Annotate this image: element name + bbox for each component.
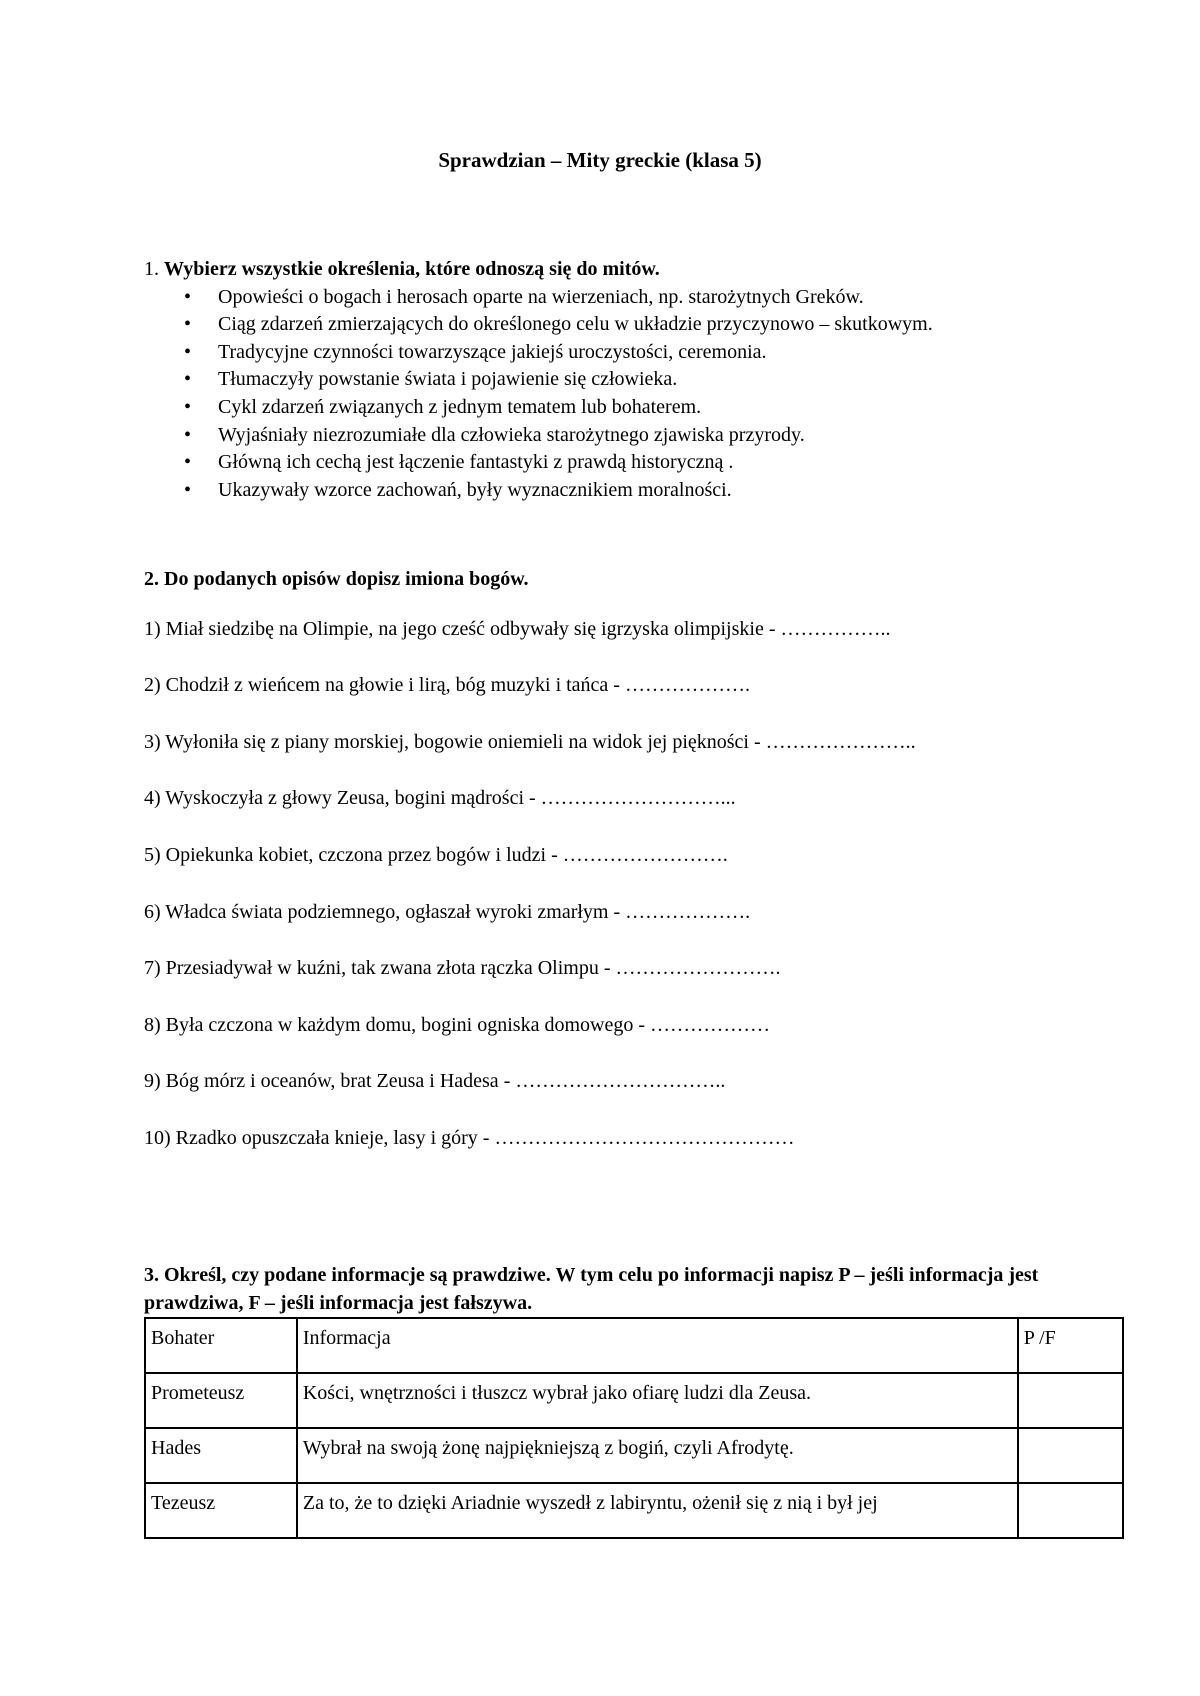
list-item: • Ukazywały wzorce zachowań, były wyznacznikiem moralności.: [144, 477, 1084, 505]
bullet-icon: •: [184, 478, 192, 501]
answer-cell[interactable]: [1018, 1428, 1123, 1483]
list-item: • Główną ich cechą jest łączenie fantastyki z prawdą historyczną .: [144, 449, 1084, 477]
bullet-icon: •: [184, 423, 192, 446]
question-1: [144, 256, 1084, 504]
question-3-heading: 3. Określ, czy podane informacje są prawdziwe. W tym celu po informacji napisz P – jeśli informacja jest prawdziwa, F – jeśli informacja jest fałszywa.: [144, 1264, 1039, 1314]
header-cell-info: Informacja: [297, 1318, 1018, 1373]
list-item: • Opowieści o bogach i herosach oparte na wierzeniach, np. starożytnych Greków.: [144, 284, 1084, 312]
god-description-2: 2) Chodził z wieńcem na głowie i lirą, bóg muzyki i tańca - ……………….: [144, 674, 750, 697]
question-2-heading: 2. Do podanych opisów dopisz imiona bogów.: [144, 568, 529, 590]
answer-cell[interactable]: [1018, 1373, 1123, 1428]
list-item: • Tradycyjne czynności towarzyszące jakiejś uroczystości, ceremonia.: [144, 339, 1084, 367]
info-cell: Wybrał na swoją żonę najpiękniejszą z bogiń, czyli Afrodytę.: [297, 1428, 1018, 1483]
table-row: [145, 1373, 1123, 1428]
list-item: • Tłumaczyły powstanie świata i pojawienie się człowieka.: [144, 366, 1084, 394]
page-title: Sprawdzian – Mity greckie (klasa 5): [438, 148, 762, 172]
list-item: • Cykl zdarzeń związanych z jednym tematem lub bohaterem.: [144, 394, 1084, 422]
info-cell: Za to, że to dzięki Ariadnie wyszedł z labiryntu, ożenił się z nią i był jej: [297, 1483, 1018, 1538]
bullet-icon: •: [184, 368, 192, 391]
question-3: [144, 1262, 1084, 1539]
god-description-4: 4) Wyskoczyła z głowy Zeusa, bogini mądrości - ………………………...: [144, 787, 736, 810]
bullet-icon: •: [184, 451, 192, 474]
header-cell-hero: Bohater: [145, 1318, 297, 1373]
god-description-7: 7) Przesiadywał w kuźni, tak zwana złota rączka Olimpu - …………………….: [144, 957, 781, 980]
god-description-10: 10) Rzadko opuszczała knieje, lasy i góry - ………………………………………: [144, 1126, 795, 1149]
answer-cell[interactable]: [1018, 1483, 1123, 1538]
header-cell-pf: P /F: [1018, 1318, 1123, 1373]
hero-cell: Tezeusz: [145, 1483, 297, 1538]
question-1-number: 1.: [144, 258, 159, 280]
hero-cell: Prometeusz: [145, 1373, 297, 1428]
true-false-table: [144, 1317, 1124, 1539]
bullet-icon: •: [184, 340, 192, 363]
god-description-3: 3) Wyłoniła się z piany morskiej, bogowie oniemieli na widok jej piękności - …………………..: [144, 730, 916, 753]
bullet-icon: •: [184, 285, 192, 308]
question-2: [144, 566, 1084, 1182]
question-1-options: [144, 284, 1084, 505]
god-description-1: 1) Miał siedzibę na Olimpie, na jego cześć odbywały się igrzyska olimpijskie - ……………..: [144, 617, 891, 640]
list-item: • Ciąg zdarzeń zmierzających do określonego celu w układzie przyczynowo – skutkowym.: [144, 311, 1084, 339]
question-1-heading: [144, 256, 1084, 284]
god-description-5: 5) Opiekunka kobiet, czczona przez bogów i ludzi - …………………….: [144, 843, 728, 866]
info-cell: Kości, wnętrzności i tłuszcz wybrał jako ofiarę ludzi dla Zeusa.: [297, 1373, 1018, 1428]
list-item: • Wyjaśniały niezrozumiałe dla człowieka starożytnego zjawiska przyrody.: [144, 422, 1084, 450]
god-description-8: 8) Była czczona w każdym domu, bogini ogniska domowego - ………………: [144, 1013, 770, 1036]
hero-cell: Hades: [145, 1428, 297, 1483]
god-description-9: 9) Bóg mórz i oceanów, brat Zeusa i Hadesa - …………………………..: [144, 1070, 726, 1093]
question-1-text: Wybierz wszystkie określenia, które odnoszą się do mitów.: [164, 258, 660, 280]
table-row: [145, 1428, 1123, 1483]
table-row: [145, 1483, 1123, 1538]
bullet-icon: •: [184, 313, 192, 336]
god-description-6: 6) Władca świata podziemnego, ogłaszał wyroki zmarłym - ……………….: [144, 900, 751, 923]
table-header-row: [145, 1318, 1123, 1373]
bullet-icon: •: [184, 395, 192, 418]
